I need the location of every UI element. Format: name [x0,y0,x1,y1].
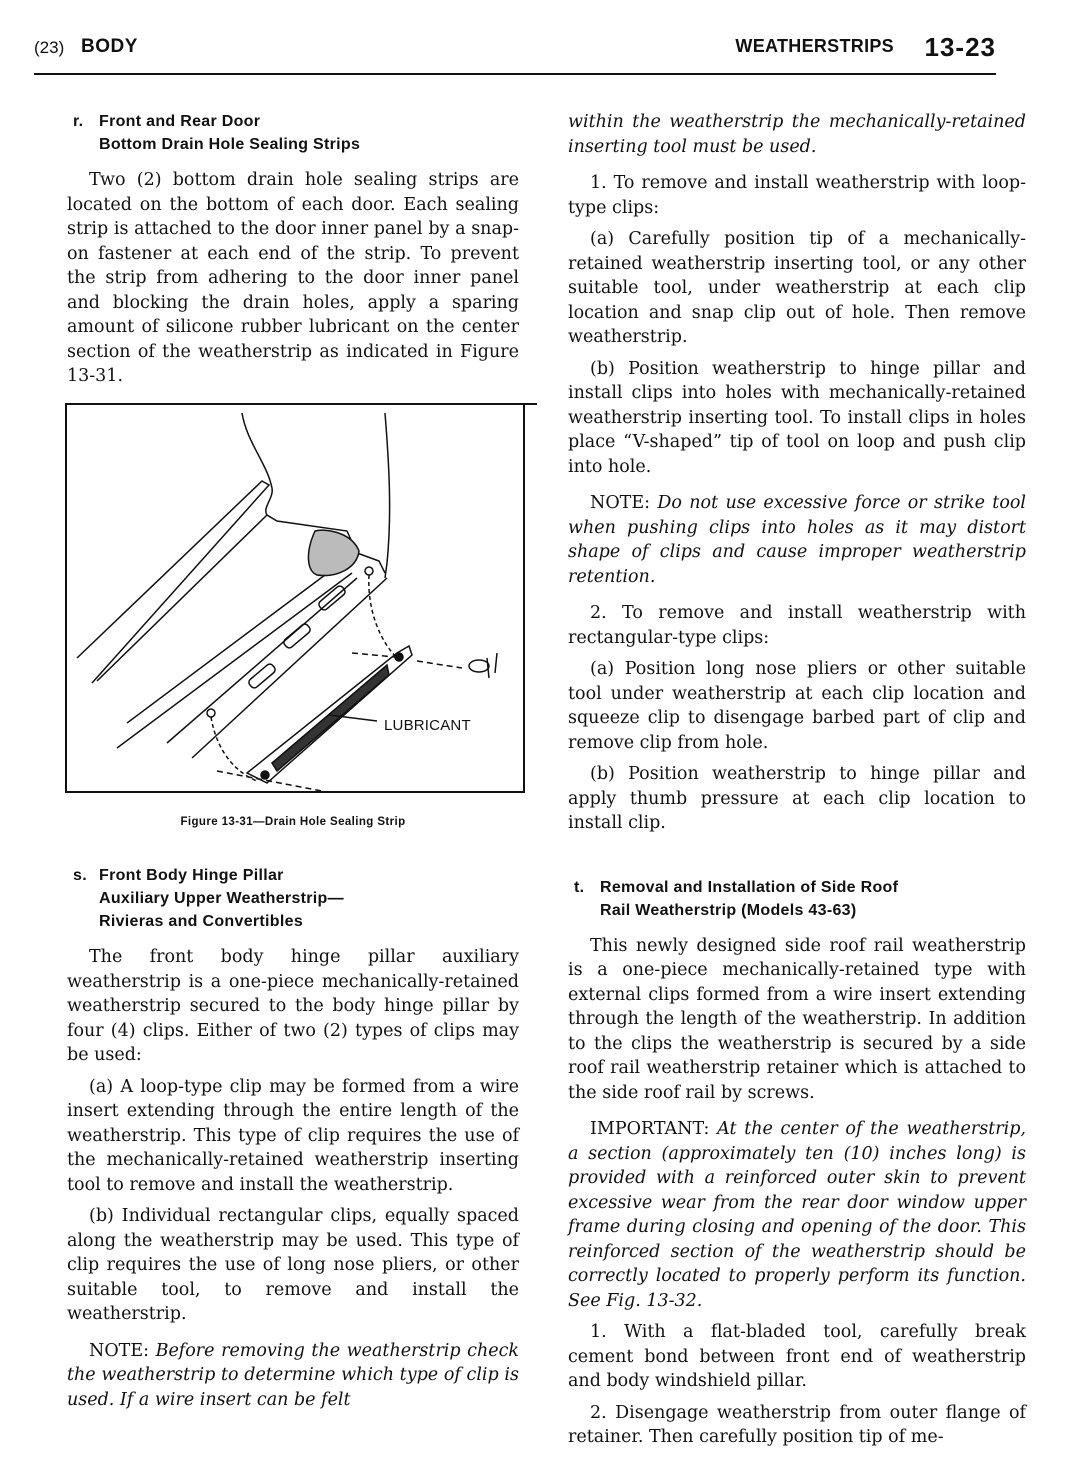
door-edge-line [385,413,390,578]
drain-hole-2 [282,622,311,649]
section-r-letter: r. [73,113,84,130]
step-2: 2. To remove and install weatherstrip with rectangular-type clips: [568,603,1026,648]
section-t-heading [574,876,1026,922]
step-2a: (a) Position long nose pliers or other suitable tool under weatherstrip at each clip location and squeeze clip to disengage barbed part of clip and remove clip from hole. [568,659,1026,753]
section-t-title-line1: Removal and Installation of Side Roof [600,878,899,896]
panel-line-2 [117,573,352,748]
section-s-note [67,1339,519,1413]
section-r-heading [73,110,519,156]
snap-on-fastener [469,660,489,672]
section-t-intro: This newly designed side roof rail weatherstrip is a one-piece mechanically-retained type with external clips formed from a wire insert extending through the length of the weatherstrip. In addition to the clips the weatherstrip is secured by a side roof rail weatherstrip retainer which is attached to the side roof rail by screws. [568,935,1026,1103]
section-t-step-1: 1. With a flat-bladed tool, carefully break cement bond between front end of weatherstrip and body windshield pillar. [568,1322,1026,1391]
section-s-heading [73,864,519,933]
right-note-label: NOTE: [590,493,651,513]
left-column [67,110,519,1419]
note-continued: within the weatherstrip the mechanically-retained inserting tool must be used. [568,112,1026,157]
panel-line-1 [127,575,325,723]
door-flange-upper [77,481,269,683]
section-number: (23) [34,38,65,57]
page-header [34,18,996,78]
section-s-intro: The front body hinge pillar auxiliary weatherstrip is a one-piece mechanically-retained weatherstrip secured to the body hinge pillar by four (4) clips. Either of two (2) types of clips may be used: [67,947,519,1065]
panel-line-4 [192,578,387,758]
note-text: Before removing the weatherstrip check the weatherstrip to determine which type of clip is used. If a wire insert can be felt [67,1340,519,1410]
section-s-item-b: (b) Individual rectangular clips, equally spaced along the weatherstrip may be used. This type of clip requires the use of long nose pliers, or other suitable tool, to remove and install the weatherstrip. [67,1206,519,1324]
important-note [568,1117,1026,1313]
section-t-title-line2: Rail Weatherstrip (Models 43-63) [600,901,857,919]
fastener-hole-top [365,567,373,575]
important-text: At the center of the weatherstrip, a section (approximately ten (10) inches long) is provided with a reinforced outer skin to prevent excessive wear from the rear door window upper frame during closing and opening of the door. This reinforced section of the weatherstrip should be correctly located to properly perform its function. See Fig. 13-32. [568,1119,1026,1311]
snap-on-fastener-prongs [487,653,497,678]
strip-fastener-bottom [261,771,269,779]
important-label: IMPORTANT: [590,1119,710,1139]
section-s-title-line3: Rivieras and Convertibles [99,913,304,930]
step-1: 1. To remove and install weatherstrip with loop-type clips: [568,173,1026,218]
section-s-item-a: (a) A loop-type clip may be formed from a wire insert extending through the entire length of the weatherstrip. This type of clip requires the use of the mechanically-retained weatherstrip inserting tool to remove and install the weatherstrip. [67,1076,519,1195]
step-2b: (b) Position weatherstrip to hinge pillar and apply thumb pressure at each clip location to install clip. [568,764,1026,833]
sealer-patch [308,530,359,575]
section-r-title-line2: Bottom Drain Hole Sealing Strips [99,136,361,153]
chapter-title: WEATHERSTRIPS [735,36,894,56]
section-r-title-line1: Front and Rear Door [99,113,261,130]
section-t-step-2: 2. Disengage weatherstrip from outer flange of retainer. Then carefully position tip of me- [568,1402,1026,1447]
page-number: 13-23 [924,32,996,62]
fastener-hole-bottom [207,709,215,717]
lubricant-label: LUBRICANT [384,716,471,734]
lubricant-area [272,665,389,771]
fastener-path-top [369,575,397,658]
section-r-body: Two (2) bottom drain hole sealing strips are located on the bottom of each door. Each sealing strip is attached to the door inner panel by a snap-on fastener at each end of the strip. To prevent the strip from adhering to the door inner panel and blocking the drain holes, apply a sparing amount of silicone rubber lubricant on the center section of the weatherstrip as indicated in Figure 13-31. [67,170,519,386]
header-rule [34,73,996,75]
right-column [568,110,1026,1457]
section-t-letter: t. [574,878,585,896]
section-s-title-line2: Auxiliary Upper Weatherstrip— [99,890,344,907]
axis-line-top [352,653,395,657]
axis-line-bottom [217,771,332,793]
right-note-text: Do not use excessive force or strike tool when pushing clips into holes as it may distort shape of clips and cause improper weatherstrip retention. [568,493,1026,587]
note-label: NOTE: [89,1340,150,1361]
section-s-title-line1: Front Body Hinge Pillar [99,867,284,884]
figure-caption: Figure 13-31—Drain Hole Sealing Strip [180,815,406,828]
step-1a: (a) Carefully position tip of a mechanically-retained weatherstrip inserting tool, or any other suitable tool, under weatherstrip at each clip location and snap clip out of hole. Then remove weatherstrip. [568,229,1026,347]
section-s-letter: s. [73,867,87,884]
right-note [568,491,1026,589]
strip-fastener-top [395,653,403,661]
section-title: BODY [81,36,138,57]
figure-13-31 [65,403,525,793]
drain-hole-3 [247,662,276,689]
axis-line-clip [417,661,462,668]
step-1b: (b) Position weatherstrip to hinge pillar and install clips into holes with mechanically-retained weatherstrip inserting tool. To install clips in holes place “V-shaped” tip of tool on loop and push clip into hole. [568,358,1026,477]
